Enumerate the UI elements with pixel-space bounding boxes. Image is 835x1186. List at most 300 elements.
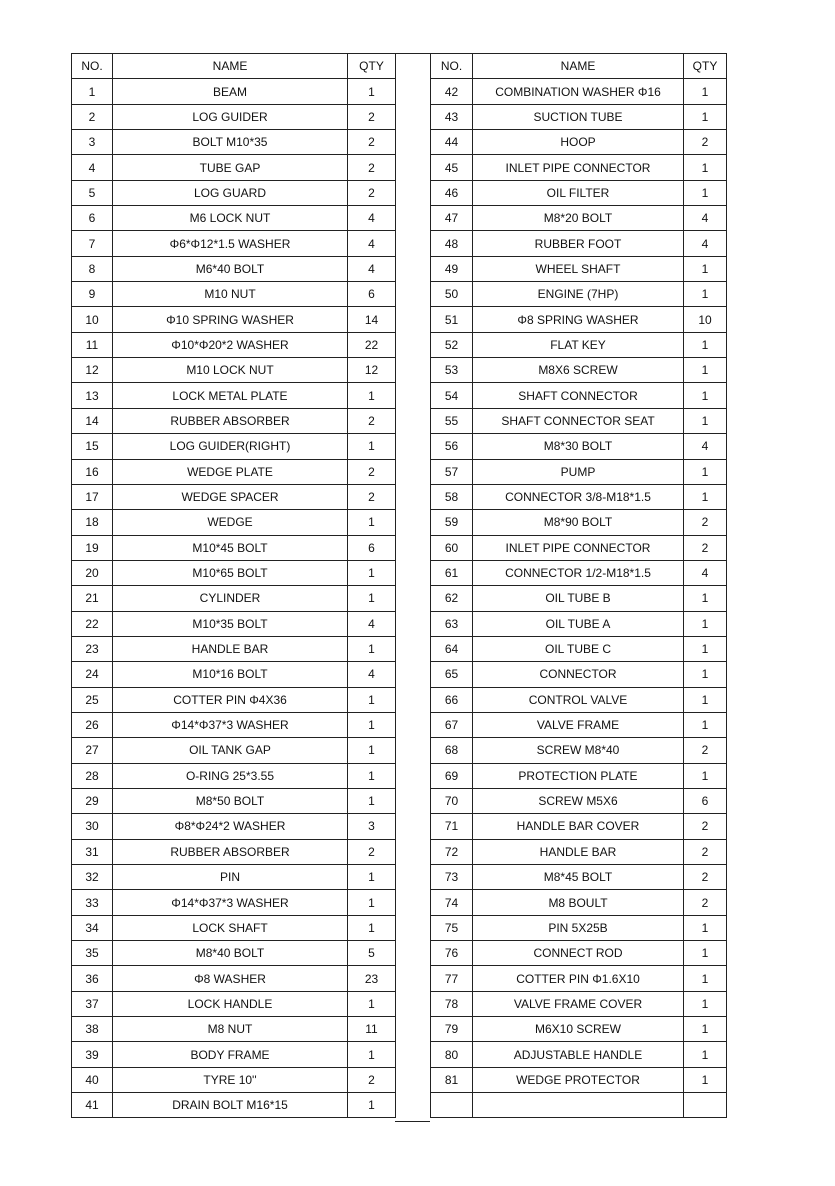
part-qty: 4 — [684, 206, 727, 231]
header-name: NAME — [113, 54, 348, 79]
part-number: 11 — [72, 332, 113, 357]
part-qty: 2 — [684, 839, 727, 864]
part-name: M8*90 BOLT — [473, 510, 684, 535]
part-number: 51 — [431, 307, 473, 332]
part-number: 18 — [72, 510, 113, 535]
parts-table-left — [71, 53, 396, 1118]
table-row — [72, 231, 396, 256]
part-number: 30 — [72, 814, 113, 839]
table-row — [431, 282, 727, 307]
part-number: 34 — [72, 915, 113, 940]
part-qty: 1 — [684, 155, 727, 180]
part-number: 75 — [431, 915, 473, 940]
part-name: BOLT M10*35 — [113, 130, 348, 155]
part-number: 24 — [72, 662, 113, 687]
part-qty: 1 — [348, 434, 396, 459]
part-qty: 1 — [684, 712, 727, 737]
part-name: CONNECTOR 3/8-M18*1.5 — [473, 484, 684, 509]
part-qty: 1 — [684, 104, 727, 129]
part-name: M8 BOULT — [473, 890, 684, 915]
table-row — [72, 282, 396, 307]
part-name: SUCTION TUBE — [473, 104, 684, 129]
part-number: 3 — [72, 130, 113, 155]
part-number: 7 — [72, 231, 113, 256]
part-number: 81 — [431, 1067, 473, 1092]
table-row — [72, 1017, 396, 1042]
part-number: 79 — [431, 1017, 473, 1042]
part-number: 47 — [431, 206, 473, 231]
table-row — [431, 560, 727, 585]
table-row — [431, 104, 727, 129]
part-number: 23 — [72, 636, 113, 661]
part-number: 59 — [431, 510, 473, 535]
part-qty: 2 — [684, 510, 727, 535]
part-qty: 11 — [348, 1017, 396, 1042]
part-qty: 1 — [348, 510, 396, 535]
part-number: 80 — [431, 1042, 473, 1067]
part-number: 43 — [431, 104, 473, 129]
part-name: M10*65 BOLT — [113, 560, 348, 585]
part-name: ADJUSTABLE HANDLE — [473, 1042, 684, 1067]
part-number: 58 — [431, 484, 473, 509]
table-row — [431, 358, 727, 383]
part-number: 27 — [72, 738, 113, 763]
table-row — [72, 510, 396, 535]
part-number: 26 — [72, 712, 113, 737]
part-name: VALVE FRAME — [473, 712, 684, 737]
table-row — [72, 712, 396, 737]
part-qty: 1 — [348, 1093, 396, 1118]
part-name: CONNECT ROD — [473, 941, 684, 966]
part-qty: 1 — [348, 712, 396, 737]
part-number: 67 — [431, 712, 473, 737]
part-name: LOCK SHAFT — [113, 915, 348, 940]
table-row — [72, 358, 396, 383]
table-row — [431, 206, 727, 231]
part-qty: 1 — [684, 915, 727, 940]
part-qty: 6 — [684, 788, 727, 813]
part-number: 73 — [431, 865, 473, 890]
part-qty: 2 — [348, 408, 396, 433]
header-qty: QTY — [348, 54, 396, 79]
part-qty: 1 — [348, 763, 396, 788]
table-row — [72, 1093, 396, 1118]
part-name: SCREW M5X6 — [473, 788, 684, 813]
table-row — [72, 915, 396, 940]
part-qty: 4 — [348, 231, 396, 256]
part-qty: 4 — [348, 256, 396, 281]
part-name: LOCK HANDLE — [113, 991, 348, 1016]
part-qty: 1 — [684, 459, 727, 484]
part-qty: 1 — [348, 79, 396, 104]
part-number: 39 — [72, 1042, 113, 1067]
part-qty: 1 — [684, 79, 727, 104]
part-qty: 2 — [684, 814, 727, 839]
part-qty: 1 — [348, 1042, 396, 1067]
table-row — [72, 687, 396, 712]
part-name: OIL TANK GAP — [113, 738, 348, 763]
part-number: 29 — [72, 788, 113, 813]
part-number: 35 — [72, 941, 113, 966]
table-row — [72, 865, 396, 890]
part-name: SCREW M8*40 — [473, 738, 684, 763]
part-name: INLET PIPE CONNECTOR — [473, 535, 684, 560]
part-qty: 5 — [348, 941, 396, 966]
part-name: WHEEL SHAFT — [473, 256, 684, 281]
table-row — [72, 180, 396, 205]
part-qty: 1 — [348, 738, 396, 763]
part-qty: 1 — [684, 1067, 727, 1092]
table-row — [431, 1067, 727, 1092]
part-qty: 1 — [684, 941, 727, 966]
part-number: 70 — [431, 788, 473, 813]
table-row — [72, 991, 396, 1016]
part-qty: 1 — [348, 560, 396, 585]
header-qty: QTY — [684, 54, 727, 79]
part-number: 36 — [72, 966, 113, 991]
part-number: 1 — [72, 79, 113, 104]
part-number: 12 — [72, 358, 113, 383]
part-name — [473, 1093, 684, 1118]
part-qty: 4 — [348, 206, 396, 231]
part-name: HOOP — [473, 130, 684, 155]
table-row — [431, 484, 727, 509]
part-number: 40 — [72, 1067, 113, 1092]
part-name: BEAM — [113, 79, 348, 104]
part-qty: 1 — [684, 636, 727, 661]
part-number: 33 — [72, 890, 113, 915]
part-number: 57 — [431, 459, 473, 484]
part-number: 65 — [431, 662, 473, 687]
part-name: PIN — [113, 865, 348, 890]
part-number: 42 — [431, 79, 473, 104]
part-name: LOG GUARD — [113, 180, 348, 205]
part-number: 21 — [72, 586, 113, 611]
part-name: WEDGE SPACER — [113, 484, 348, 509]
part-number: 64 — [431, 636, 473, 661]
part-number: 32 — [72, 865, 113, 890]
table-row — [431, 814, 727, 839]
part-number: 13 — [72, 383, 113, 408]
part-qty: 23 — [348, 966, 396, 991]
part-number: 25 — [72, 687, 113, 712]
part-number: 15 — [72, 434, 113, 459]
part-qty: 4 — [684, 434, 727, 459]
table-row — [431, 434, 727, 459]
table-row — [72, 788, 396, 813]
part-number: 52 — [431, 332, 473, 357]
part-number: 66 — [431, 687, 473, 712]
part-qty: 1 — [348, 890, 396, 915]
part-number: 45 — [431, 155, 473, 180]
part-number: 31 — [72, 839, 113, 864]
part-qty: 1 — [684, 687, 727, 712]
part-number: 56 — [431, 434, 473, 459]
part-name: PUMP — [473, 459, 684, 484]
part-name: TUBE GAP — [113, 155, 348, 180]
part-number: 62 — [431, 586, 473, 611]
part-number: 53 — [431, 358, 473, 383]
table-header-row — [72, 54, 396, 79]
part-qty: 1 — [684, 662, 727, 687]
part-qty: 14 — [348, 307, 396, 332]
part-qty: 1 — [684, 1042, 727, 1067]
part-name: HANDLE BAR — [113, 636, 348, 661]
part-qty: 1 — [684, 966, 727, 991]
part-qty: 2 — [348, 1067, 396, 1092]
part-number: 78 — [431, 991, 473, 1016]
part-qty: 1 — [348, 383, 396, 408]
part-number: 14 — [72, 408, 113, 433]
table-row — [431, 788, 727, 813]
part-name: OIL TUBE B — [473, 586, 684, 611]
part-name: WEDGE — [113, 510, 348, 535]
part-qty: 1 — [348, 915, 396, 940]
table-row — [72, 459, 396, 484]
table-row — [431, 865, 727, 890]
part-number: 68 — [431, 738, 473, 763]
part-name: M8 NUT — [113, 1017, 348, 1042]
table-row — [72, 839, 396, 864]
part-qty: 2 — [684, 738, 727, 763]
part-name: PROTECTION PLATE — [473, 763, 684, 788]
part-qty: 2 — [348, 180, 396, 205]
table-row — [431, 1093, 727, 1118]
table-row — [431, 231, 727, 256]
parts-table-right — [430, 53, 727, 1118]
table-row — [72, 155, 396, 180]
table-row — [72, 104, 396, 129]
part-name: WEDGE PROTECTOR — [473, 1067, 684, 1092]
part-name: TYRE 10'' — [113, 1067, 348, 1092]
part-number: 55 — [431, 408, 473, 433]
table-row — [72, 636, 396, 661]
part-number: 76 — [431, 941, 473, 966]
part-qty: 2 — [348, 155, 396, 180]
table-row — [72, 130, 396, 155]
part-qty: 2 — [684, 130, 727, 155]
part-name: CONTROL VALVE — [473, 687, 684, 712]
part-qty: 1 — [684, 484, 727, 509]
table-row — [431, 662, 727, 687]
part-number: 16 — [72, 459, 113, 484]
part-qty: 1 — [348, 687, 396, 712]
table-row — [72, 890, 396, 915]
part-qty: 4 — [684, 231, 727, 256]
part-qty: 2 — [348, 459, 396, 484]
part-qty: 1 — [348, 991, 396, 1016]
part-qty: 3 — [348, 814, 396, 839]
part-number: 50 — [431, 282, 473, 307]
part-number: 20 — [72, 560, 113, 585]
table-row — [431, 535, 727, 560]
part-name: DRAIN BOLT M16*15 — [113, 1093, 348, 1118]
part-qty: 2 — [348, 130, 396, 155]
table-row — [431, 332, 727, 357]
table-row — [431, 915, 727, 940]
part-number: 6 — [72, 206, 113, 231]
table-row — [431, 155, 727, 180]
part-qty: 1 — [348, 865, 396, 890]
part-number: 28 — [72, 763, 113, 788]
part-number: 8 — [72, 256, 113, 281]
part-name: M6X10 SCREW — [473, 1017, 684, 1042]
part-number: 71 — [431, 814, 473, 839]
table-row — [72, 1042, 396, 1067]
part-name: CONNECTOR 1/2-M18*1.5 — [473, 560, 684, 585]
part-number: 41 — [72, 1093, 113, 1118]
table-row — [431, 763, 727, 788]
part-name: WEDGE PLATE — [113, 459, 348, 484]
table-row — [72, 586, 396, 611]
part-qty: 1 — [348, 788, 396, 813]
part-name: OIL TUBE A — [473, 611, 684, 636]
table-row — [431, 991, 727, 1016]
table-row — [72, 560, 396, 585]
part-qty: 1 — [684, 611, 727, 636]
part-number — [431, 1093, 473, 1118]
table-row — [72, 1067, 396, 1092]
table-row — [72, 206, 396, 231]
part-qty: 1 — [348, 636, 396, 661]
table-row — [431, 408, 727, 433]
table-row — [431, 839, 727, 864]
part-number: 77 — [431, 966, 473, 991]
table-row — [431, 611, 727, 636]
table-row — [431, 510, 727, 535]
part-qty: 6 — [348, 535, 396, 560]
table-row — [72, 408, 396, 433]
table-row — [431, 1017, 727, 1042]
table-row — [72, 738, 396, 763]
table-row — [431, 687, 727, 712]
part-name: INLET PIPE CONNECTOR — [473, 155, 684, 180]
part-name: COTTER PIN Φ1.6X10 — [473, 966, 684, 991]
part-name: M10 LOCK NUT — [113, 358, 348, 383]
table-row — [431, 890, 727, 915]
part-qty: 1 — [684, 383, 727, 408]
part-name: COTTER PIN Φ4X36 — [113, 687, 348, 712]
part-name: CONNECTOR — [473, 662, 684, 687]
part-name: M6 LOCK NUT — [113, 206, 348, 231]
part-qty: 1 — [348, 586, 396, 611]
part-qty: 6 — [348, 282, 396, 307]
part-number: 61 — [431, 560, 473, 585]
part-name: M8*50 BOLT — [113, 788, 348, 813]
table-row — [72, 966, 396, 991]
part-name: Φ14*Φ37*3 WASHER — [113, 890, 348, 915]
table-row — [72, 79, 396, 104]
part-number: 5 — [72, 180, 113, 205]
part-name: RUBBER ABSORBER — [113, 408, 348, 433]
table-row — [72, 307, 396, 332]
table-row — [431, 459, 727, 484]
part-qty: 1 — [684, 408, 727, 433]
table-row — [431, 712, 727, 737]
part-qty: 12 — [348, 358, 396, 383]
table-gap — [395, 53, 430, 1122]
part-qty: 22 — [348, 332, 396, 357]
table-row — [72, 434, 396, 459]
table-row — [431, 130, 727, 155]
part-name: M10*35 BOLT — [113, 611, 348, 636]
table-row — [72, 332, 396, 357]
part-number: 4 — [72, 155, 113, 180]
part-qty: 2 — [348, 484, 396, 509]
table-row — [431, 1042, 727, 1067]
part-name: HANDLE BAR COVER — [473, 814, 684, 839]
part-name: Φ8 WASHER — [113, 966, 348, 991]
header-name: NAME — [473, 54, 684, 79]
part-number: 10 — [72, 307, 113, 332]
part-name: M8*40 BOLT — [113, 941, 348, 966]
table-row — [431, 79, 727, 104]
part-name: M10*16 BOLT — [113, 662, 348, 687]
part-qty: 1 — [684, 332, 727, 357]
table-row — [72, 662, 396, 687]
part-qty: 2 — [348, 104, 396, 129]
part-qty: 10 — [684, 307, 727, 332]
part-number: 49 — [431, 256, 473, 281]
part-number: 54 — [431, 383, 473, 408]
part-number: 17 — [72, 484, 113, 509]
part-name: SHAFT CONNECTOR SEAT — [473, 408, 684, 433]
part-name: Φ10 SPRING WASHER — [113, 307, 348, 332]
part-qty: 1 — [684, 256, 727, 281]
table-row — [431, 383, 727, 408]
table-row — [72, 611, 396, 636]
header-no: NO. — [431, 54, 473, 79]
header-no: NO. — [72, 54, 113, 79]
part-number: 60 — [431, 535, 473, 560]
part-name: M6*40 BOLT — [113, 256, 348, 281]
table-row — [72, 484, 396, 509]
part-name: VALVE FRAME COVER — [473, 991, 684, 1016]
part-qty: 2 — [684, 890, 727, 915]
part-qty: 2 — [684, 535, 727, 560]
part-name: FLAT KEY — [473, 332, 684, 357]
part-name: COMBINATION WASHER Φ16 — [473, 79, 684, 104]
table-header-row — [431, 54, 727, 79]
part-qty: 1 — [684, 991, 727, 1016]
part-name: LOCK METAL PLATE — [113, 383, 348, 408]
part-number: 48 — [431, 231, 473, 256]
part-number: 74 — [431, 890, 473, 915]
part-name: HANDLE BAR — [473, 839, 684, 864]
table-row — [72, 383, 396, 408]
table-row — [431, 636, 727, 661]
part-name: OIL FILTER — [473, 180, 684, 205]
table-row — [431, 180, 727, 205]
part-qty: 2 — [684, 865, 727, 890]
part-name: LOG GUIDER — [113, 104, 348, 129]
table-row — [72, 256, 396, 281]
part-qty: 1 — [684, 1017, 727, 1042]
part-name: SHAFT CONNECTOR — [473, 383, 684, 408]
part-number: 19 — [72, 535, 113, 560]
table-row — [431, 307, 727, 332]
part-name: M10 NUT — [113, 282, 348, 307]
part-number: 2 — [72, 104, 113, 129]
part-name: Φ10*Φ20*2 WASHER — [113, 332, 348, 357]
part-qty: 1 — [684, 358, 727, 383]
part-name: OIL TUBE C — [473, 636, 684, 661]
part-name: CYLINDER — [113, 586, 348, 611]
part-name: M8X6 SCREW — [473, 358, 684, 383]
part-name: Φ14*Φ37*3 WASHER — [113, 712, 348, 737]
part-number: 44 — [431, 130, 473, 155]
part-name: BODY FRAME — [113, 1042, 348, 1067]
